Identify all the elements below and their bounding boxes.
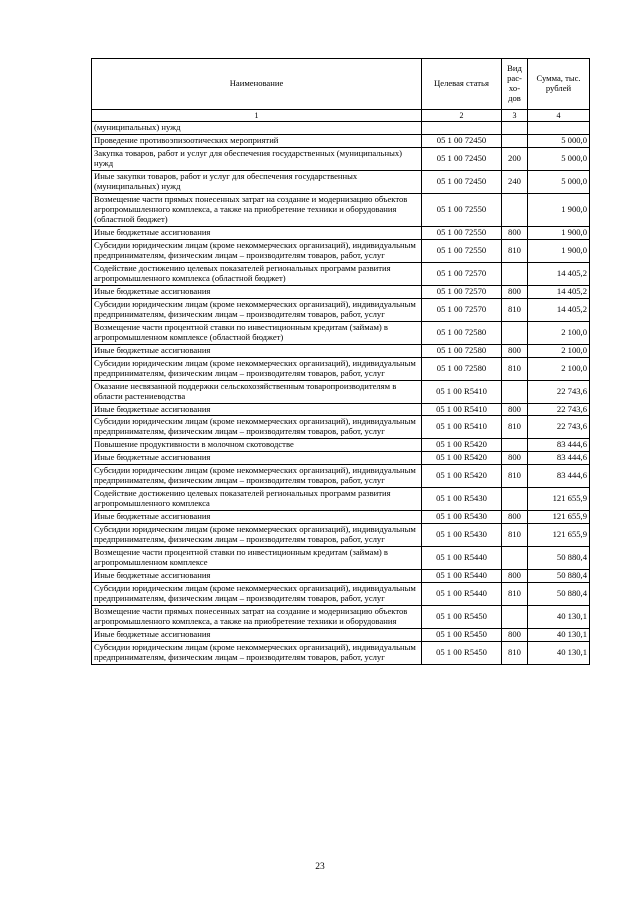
row-expense-type: 800 <box>502 285 528 298</box>
row-expense-type: 810 <box>502 524 528 547</box>
table-row <box>92 641 590 664</box>
row-sum: 1 900,0 <box>528 226 590 239</box>
row-target-article: 05 1 00 72450 <box>422 171 502 194</box>
row-name: Повышение продуктивности в молочном скотоводстве <box>92 439 422 452</box>
row-sum: 22 743,6 <box>528 380 590 403</box>
row-name: Возмещение части процентной ставки по инвестиционным кредитам (займам) в агропромышленном комплексе <box>92 547 422 570</box>
row-target-article: 05 1 00 R5430 <box>422 524 502 547</box>
row-target-article: 05 1 00 R5440 <box>422 583 502 606</box>
table-row <box>92 628 590 641</box>
table-row <box>92 511 590 524</box>
column-number: 4 <box>528 110 590 122</box>
row-name: Оказание несвязанной поддержки сельскохозяйственным товаропроизводителям в области растениеводства <box>92 380 422 403</box>
row-sum: 83 444,6 <box>528 465 590 488</box>
row-target-article: 05 1 00 72570 <box>422 262 502 285</box>
row-expense-type <box>502 547 528 570</box>
row-target-article: 05 1 00 72580 <box>422 344 502 357</box>
row-expense-type: 800 <box>502 344 528 357</box>
row-target-article: 05 1 00 R5450 <box>422 641 502 664</box>
row-target-article: 05 1 00 72450 <box>422 135 502 148</box>
table-row <box>92 570 590 583</box>
table-row <box>92 439 590 452</box>
row-expense-type: 810 <box>502 416 528 439</box>
row-name: Содействие достижению целевых показателей региональных программ развития агропромышленного комплекса (областной бюджет) <box>92 262 422 285</box>
table-row <box>92 452 590 465</box>
row-target-article: 05 1 00 72570 <box>422 285 502 298</box>
table-row <box>92 122 590 135</box>
row-sum: 50 880,4 <box>528 583 590 606</box>
row-target-article: 05 1 00 R5450 <box>422 628 502 641</box>
row-target-article: 05 1 00 R5440 <box>422 547 502 570</box>
row-target-article: 05 1 00 R5420 <box>422 465 502 488</box>
header-sum: Сумма, тыс. рублей <box>528 59 590 110</box>
row-sum <box>528 122 590 135</box>
row-sum: 40 130,1 <box>528 641 590 664</box>
budget-table <box>91 58 590 665</box>
table-row <box>92 416 590 439</box>
row-target-article: 05 1 00 R5450 <box>422 605 502 628</box>
row-name: Субсидии юридическим лицам (кроме некоммерческих организаций), индивидуальным предпринимателям, физическим лицам – производителям товаров, работ, услуг <box>92 298 422 321</box>
row-target-article <box>422 122 502 135</box>
table-row <box>92 488 590 511</box>
row-target-article: 05 1 00 R5420 <box>422 452 502 465</box>
column-number: 3 <box>502 110 528 122</box>
row-name: Иные бюджетные ассигнования <box>92 344 422 357</box>
table-row <box>92 583 590 606</box>
table-header-row <box>92 59 590 110</box>
table-row <box>92 524 590 547</box>
row-expense-type: 810 <box>502 465 528 488</box>
row-name: Иные бюджетные ассигнования <box>92 628 422 641</box>
column-number-row <box>92 110 590 122</box>
table-row <box>92 239 590 262</box>
table-row <box>92 148 590 171</box>
row-sum: 22 743,6 <box>528 416 590 439</box>
table-row <box>92 262 590 285</box>
row-sum: 5 000,0 <box>528 148 590 171</box>
table-row <box>92 357 590 380</box>
row-expense-type <box>502 605 528 628</box>
column-number: 1 <box>92 110 422 122</box>
row-expense-type <box>502 262 528 285</box>
page-number: 23 <box>315 862 325 872</box>
row-name: Субсидии юридическим лицам (кроме некоммерческих организаций), индивидуальным предпринимателям, физическим лицам – производителям товаров, работ, услуг <box>92 465 422 488</box>
table-row <box>92 465 590 488</box>
row-expense-type: 800 <box>502 511 528 524</box>
row-name: Содействие достижению целевых показателей региональных программ развития агропромышленного комплекса <box>92 488 422 511</box>
row-name: Возмещение части процентной ставки по инвестиционным кредитам (займам) в агропромышленном комплексе (областной бюджет) <box>92 321 422 344</box>
row-sum: 2 100,0 <box>528 321 590 344</box>
row-expense-type: 810 <box>502 239 528 262</box>
table-row <box>92 135 590 148</box>
row-name: Иные бюджетные ассигнования <box>92 452 422 465</box>
row-expense-type <box>502 439 528 452</box>
row-target-article: 05 1 00 R5440 <box>422 570 502 583</box>
row-expense-type: 240 <box>502 171 528 194</box>
row-sum: 5 000,0 <box>528 135 590 148</box>
row-target-article: 05 1 00 R5430 <box>422 488 502 511</box>
row-name: Субсидии юридическим лицам (кроме некоммерческих организаций), индивидуальным предпринимателям, физическим лицам – производителям товаров, работ, услуг <box>92 641 422 664</box>
row-sum: 1 900,0 <box>528 239 590 262</box>
row-sum: 1 900,0 <box>528 194 590 227</box>
row-target-article: 05 1 00 R5420 <box>422 439 502 452</box>
row-sum: 40 130,1 <box>528 628 590 641</box>
row-target-article: 05 1 00 72580 <box>422 321 502 344</box>
row-sum: 14 405,2 <box>528 285 590 298</box>
row-sum: 83 444,6 <box>528 452 590 465</box>
row-name: Иные закупки товаров, работ и услуг для обеспечения государственных (муниципальных) нужд <box>92 171 422 194</box>
row-expense-type: 800 <box>502 226 528 239</box>
row-expense-type <box>502 488 528 511</box>
row-name: Субсидии юридическим лицам (кроме некоммерческих организаций), индивидуальным предпринимателям, физическим лицам – производителям товаров, работ, услуг <box>92 524 422 547</box>
header-name: Наименование <box>92 59 422 110</box>
row-name: Иные бюджетные ассигнования <box>92 285 422 298</box>
row-sum: 50 880,4 <box>528 570 590 583</box>
header-expense-type: Вид рас-хо-дов <box>502 59 528 110</box>
row-target-article: 05 1 00 72580 <box>422 357 502 380</box>
row-name: Иные бюджетные ассигнования <box>92 511 422 524</box>
row-expense-type: 800 <box>502 570 528 583</box>
table-row <box>92 547 590 570</box>
row-sum: 121 655,9 <box>528 488 590 511</box>
row-expense-type <box>502 194 528 227</box>
row-target-article: 05 1 00 72550 <box>422 226 502 239</box>
row-sum: 5 000,0 <box>528 171 590 194</box>
row-name: Иные бюджетные ассигнования <box>92 226 422 239</box>
row-sum: 121 655,9 <box>528 524 590 547</box>
row-expense-type <box>502 122 528 135</box>
row-name: Субсидии юридическим лицам (кроме некоммерческих организаций), индивидуальным предпринимателям, физическим лицам – производителям товаров, работ, услуг <box>92 357 422 380</box>
row-name: Субсидии юридическим лицам (кроме некоммерческих организаций), индивидуальным предпринимателям, физическим лицам – производителям товаров, работ, услуг <box>92 239 422 262</box>
row-expense-type: 810 <box>502 583 528 606</box>
row-target-article: 05 1 00 R5410 <box>422 403 502 416</box>
row-sum: 50 880,4 <box>528 547 590 570</box>
row-sum: 40 130,1 <box>528 605 590 628</box>
table-row <box>92 285 590 298</box>
row-sum: 121 655,9 <box>528 511 590 524</box>
row-sum: 14 405,2 <box>528 298 590 321</box>
row-name: Иные бюджетные ассигнования <box>92 403 422 416</box>
row-expense-type: 810 <box>502 641 528 664</box>
table-row <box>92 344 590 357</box>
row-name: Иные бюджетные ассигнования <box>92 570 422 583</box>
row-name: Проведение противоэпизоотических мероприятий <box>92 135 422 148</box>
row-name: Возмещение части прямых понесенных затрат на создание и модернизацию объектов агропромышленного комплекса, а также на приобретение техники и оборудования (областной бюджет) <box>92 194 422 227</box>
table-row <box>92 321 590 344</box>
row-sum: 14 405,2 <box>528 262 590 285</box>
table-row <box>92 171 590 194</box>
row-target-article: 05 1 00 72450 <box>422 148 502 171</box>
table-row <box>92 605 590 628</box>
row-sum: 2 100,0 <box>528 357 590 380</box>
row-name: Возмещение части прямых понесенных затрат на создание и модернизацию объектов агропромышленного комплекса, а также на приобретение техники и оборудования <box>92 605 422 628</box>
table-row <box>92 226 590 239</box>
row-name: Закупка товаров, работ и услуг для обеспечения государственных (муниципальных) нужд <box>92 148 422 171</box>
row-target-article: 05 1 00 R5430 <box>422 511 502 524</box>
row-sum: 2 100,0 <box>528 344 590 357</box>
row-sum: 83 444,6 <box>528 439 590 452</box>
table-row <box>92 380 590 403</box>
row-name: Субсидии юридическим лицам (кроме некоммерческих организаций), индивидуальным предпринимателям, физическим лицам – производителям товаров, работ, услуг <box>92 416 422 439</box>
table-row <box>92 194 590 227</box>
row-name: (муниципальных) нужд <box>92 122 422 135</box>
row-target-article: 05 1 00 72550 <box>422 194 502 227</box>
row-target-article: 05 1 00 R5410 <box>422 380 502 403</box>
row-expense-type: 810 <box>502 357 528 380</box>
row-name: Субсидии юридическим лицам (кроме некоммерческих организаций), индивидуальным предпринимателям, физическим лицам – производителям товаров, работ, услуг <box>92 583 422 606</box>
column-number: 2 <box>422 110 502 122</box>
row-expense-type: 200 <box>502 148 528 171</box>
table-body <box>92 122 590 665</box>
row-expense-type: 800 <box>502 452 528 465</box>
row-expense-type: 810 <box>502 298 528 321</box>
row-expense-type: 800 <box>502 403 528 416</box>
row-sum: 22 743,6 <box>528 403 590 416</box>
row-expense-type <box>502 135 528 148</box>
row-expense-type <box>502 380 528 403</box>
header-target-article: Целевая статья <box>422 59 502 110</box>
row-target-article: 05 1 00 72550 <box>422 239 502 262</box>
table-row <box>92 403 590 416</box>
row-target-article: 05 1 00 72570 <box>422 298 502 321</box>
row-expense-type: 800 <box>502 628 528 641</box>
row-expense-type <box>502 321 528 344</box>
table-row <box>92 298 590 321</box>
row-target-article: 05 1 00 R5410 <box>422 416 502 439</box>
